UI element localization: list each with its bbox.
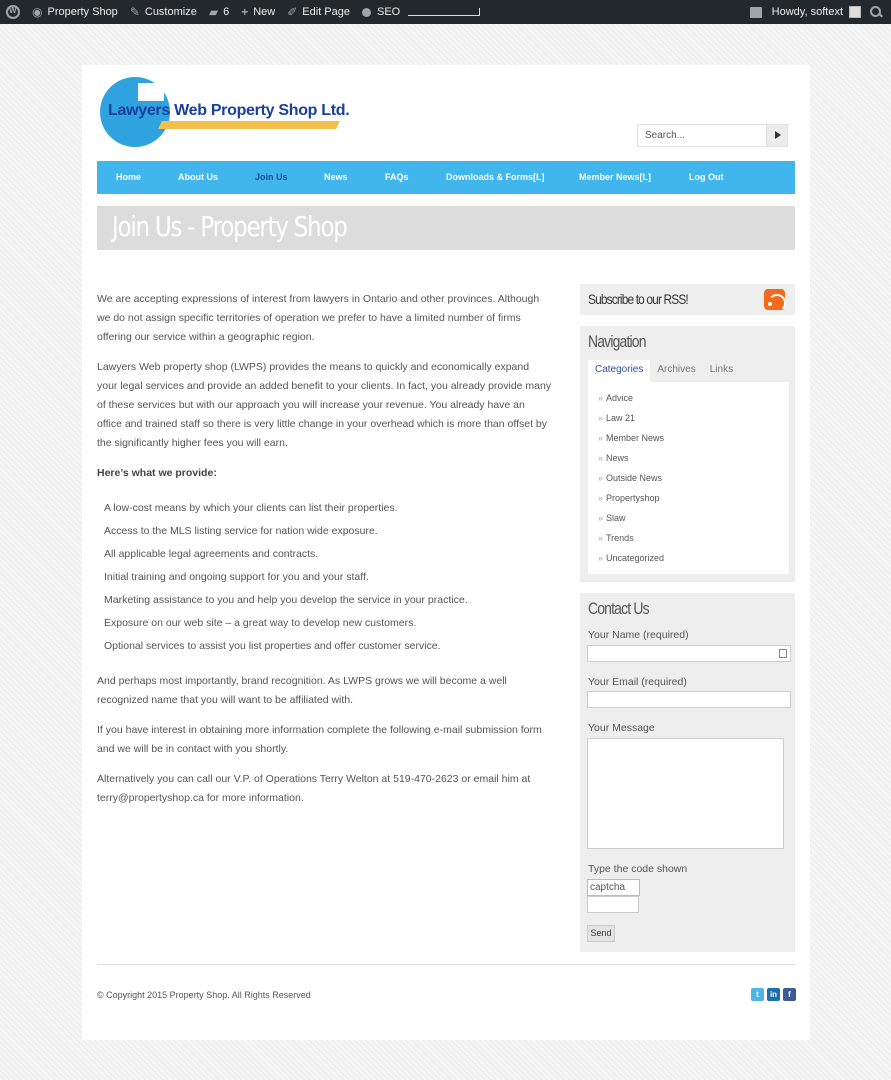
- admin-howdy-label: Howdy, softext: [771, 6, 843, 18]
- list-item: Marketing assistance to you and help you develop the service in your practice.: [104, 594, 468, 606]
- send-button[interactable]: Send: [587, 925, 615, 942]
- facebook-icon[interactable]: f: [783, 988, 796, 1001]
- seo-progress: [408, 8, 480, 16]
- logo-underline: [158, 121, 340, 129]
- copyright-text: © Copyright 2015 Property Shop. All Rights Reserved: [97, 990, 311, 1000]
- category-news[interactable]: » News: [598, 453, 629, 463]
- category-law-21[interactable]: » Law 21: [598, 413, 636, 423]
- provide-list: [104, 497, 552, 658]
- dashboard-icon: ◉: [32, 5, 43, 19]
- tab-archives[interactable]: Archives: [657, 364, 696, 375]
- contact-paragraph: Alternatively you can call our V.P. of Operations Terry Welton at 519-470-2623 or email him at terry@propertyshop.ca for more information.: [97, 773, 531, 804]
- social-links: [748, 988, 796, 1001]
- category-outside-news[interactable]: » Outside News: [598, 473, 663, 483]
- twitter-icon[interactable]: t: [751, 988, 764, 1001]
- search-icon[interactable]: [869, 5, 883, 19]
- avatar: [849, 6, 861, 18]
- admin-customize-label: Customize: [144, 6, 197, 18]
- list-item: Optional services to assist you list properties and offer customer service.: [104, 640, 441, 652]
- admin-edit-label: Edit Page: [302, 6, 350, 18]
- admin-comments-count: 6: [223, 6, 230, 18]
- search-submit-button[interactable]: [766, 125, 787, 146]
- admin-site-link[interactable]: [26, 0, 124, 24]
- page-container: [82, 65, 810, 1040]
- page-title: Join Us - Property Shop: [112, 210, 347, 243]
- brush-icon: ✎: [129, 5, 140, 19]
- admin-seo-link[interactable]: [356, 0, 486, 24]
- tab-links[interactable]: Links: [709, 364, 734, 375]
- nav-about-us[interactable]: About Us: [178, 172, 218, 182]
- captcha-input[interactable]: [587, 896, 639, 913]
- list-item: All applicable legal agreements and contracts.: [104, 548, 319, 560]
- nav-home[interactable]: Home: [116, 172, 142, 182]
- autofill-icon: [779, 649, 787, 658]
- admin-seo-label: SEO: [377, 6, 401, 18]
- admin-new-label: New: [253, 6, 276, 18]
- site-logo[interactable]: [100, 77, 350, 149]
- search-input[interactable]: [638, 125, 766, 146]
- email-field[interactable]: [587, 691, 791, 708]
- provide-heading: Here’s what we provide:: [97, 467, 217, 479]
- message-field[interactable]: [587, 738, 784, 849]
- list-item: Access to the MLS listing service for nation wide exposure.: [104, 525, 378, 537]
- navigation-widget: [580, 326, 795, 582]
- rss-title: Subscribe to our RSS!: [588, 291, 688, 307]
- admin-account-link[interactable]: [772, 0, 861, 24]
- categories-panel: [588, 382, 789, 574]
- admin-comments-link[interactable]: [203, 0, 235, 24]
- category-uncategorized[interactable]: » Uncategorized: [598, 553, 665, 563]
- message-label: Your Message: [588, 722, 655, 734]
- nav-downloads-forms[interactable]: Downloads & Forms[L]: [446, 172, 545, 182]
- nav-join-us[interactable]: Join Us: [255, 172, 288, 182]
- navigation-title: Navigation: [588, 332, 646, 351]
- logo-text: Lawyers Web Property Shop Ltd.: [108, 102, 350, 119]
- list-item: Initial training and ongoing support for you and your staff.: [104, 571, 369, 583]
- contact-title: Contact Us: [588, 599, 649, 618]
- logo-notch: [138, 83, 164, 101]
- code-label: Type the code shown: [588, 863, 688, 875]
- brand-paragraph: And perhaps most importantly, brand recognition. As LWPS grows we will become a well recognized name that you will want to be affiliated with.: [97, 675, 507, 706]
- admin-bar: [0, 0, 891, 24]
- admin-edit-link[interactable]: [281, 0, 356, 24]
- category-advice[interactable]: » Advice: [598, 393, 634, 403]
- nav-news[interactable]: News: [324, 172, 348, 182]
- name-label: Your Name (required): [588, 629, 689, 641]
- plus-icon: +: [241, 5, 249, 19]
- name-field[interactable]: [587, 645, 791, 662]
- email-label: Your Email (required): [588, 676, 687, 688]
- category-trends[interactable]: » Trends: [598, 533, 634, 543]
- lwps-paragraph: Lawyers Web property shop (LWPS) provides the means to quickly and economically expand your legal services and provide an added benefit to your clients. In fact, you already provide many of these services but with our approach you will increase your revenue. You already have an office and trained staff so there is very little change in your overhead which is more than offset by the significantly higher fees you will earn.: [97, 361, 552, 449]
- pencil-icon: ✐: [287, 5, 298, 19]
- rss-icon[interactable]: [764, 289, 785, 310]
- category-member-news[interactable]: » Member News: [598, 433, 665, 443]
- contact-widget: [580, 593, 795, 952]
- category-propertyshop[interactable]: » Propertyshop: [598, 493, 660, 503]
- admin-bar-right: [750, 0, 891, 24]
- search-form: [637, 124, 788, 147]
- main-content: [97, 290, 552, 819]
- list-item: A low-cost means by which your clients can list their properties.: [104, 502, 398, 514]
- rss-widget: [580, 284, 795, 315]
- linkedin-icon[interactable]: in: [767, 988, 780, 1001]
- page-title-band: [97, 206, 795, 250]
- admin-new-link[interactable]: [235, 0, 281, 24]
- nav-member-news[interactable]: Member News[L]: [579, 172, 652, 182]
- nav-log-out[interactable]: Log Out: [689, 172, 724, 182]
- captcha-image: captcha: [587, 879, 640, 896]
- category-slaw[interactable]: » Slaw: [598, 513, 626, 523]
- wordpress-icon[interactable]: [6, 5, 20, 19]
- admin-site-label: Property Shop: [47, 6, 118, 18]
- interest-paragraph: If you have interest in obtaining more information complete the following e-mail submission form and we will be in contact with you shortly.: [97, 724, 542, 755]
- seo-status-icon: [362, 8, 371, 17]
- notification-icon[interactable]: [750, 7, 762, 18]
- list-item: Exposure on our web site – a great way to develop new customers.: [104, 617, 417, 629]
- navigation-tabs: [588, 360, 740, 382]
- intro-paragraph: We are accepting expressions of interest from lawyers in Ontario and other provinces. Although we do not assign specific territories of operation we prefer to have a limited number of firms offering our service within a geographic region.: [97, 293, 540, 343]
- comment-icon: ▰: [208, 5, 219, 19]
- footer-divider: [97, 964, 795, 965]
- admin-customize-link[interactable]: [124, 0, 203, 24]
- main-nav: [97, 161, 795, 194]
- nav-faqs[interactable]: FAQs: [385, 172, 409, 182]
- tab-categories[interactable]: Categories: [588, 360, 650, 382]
